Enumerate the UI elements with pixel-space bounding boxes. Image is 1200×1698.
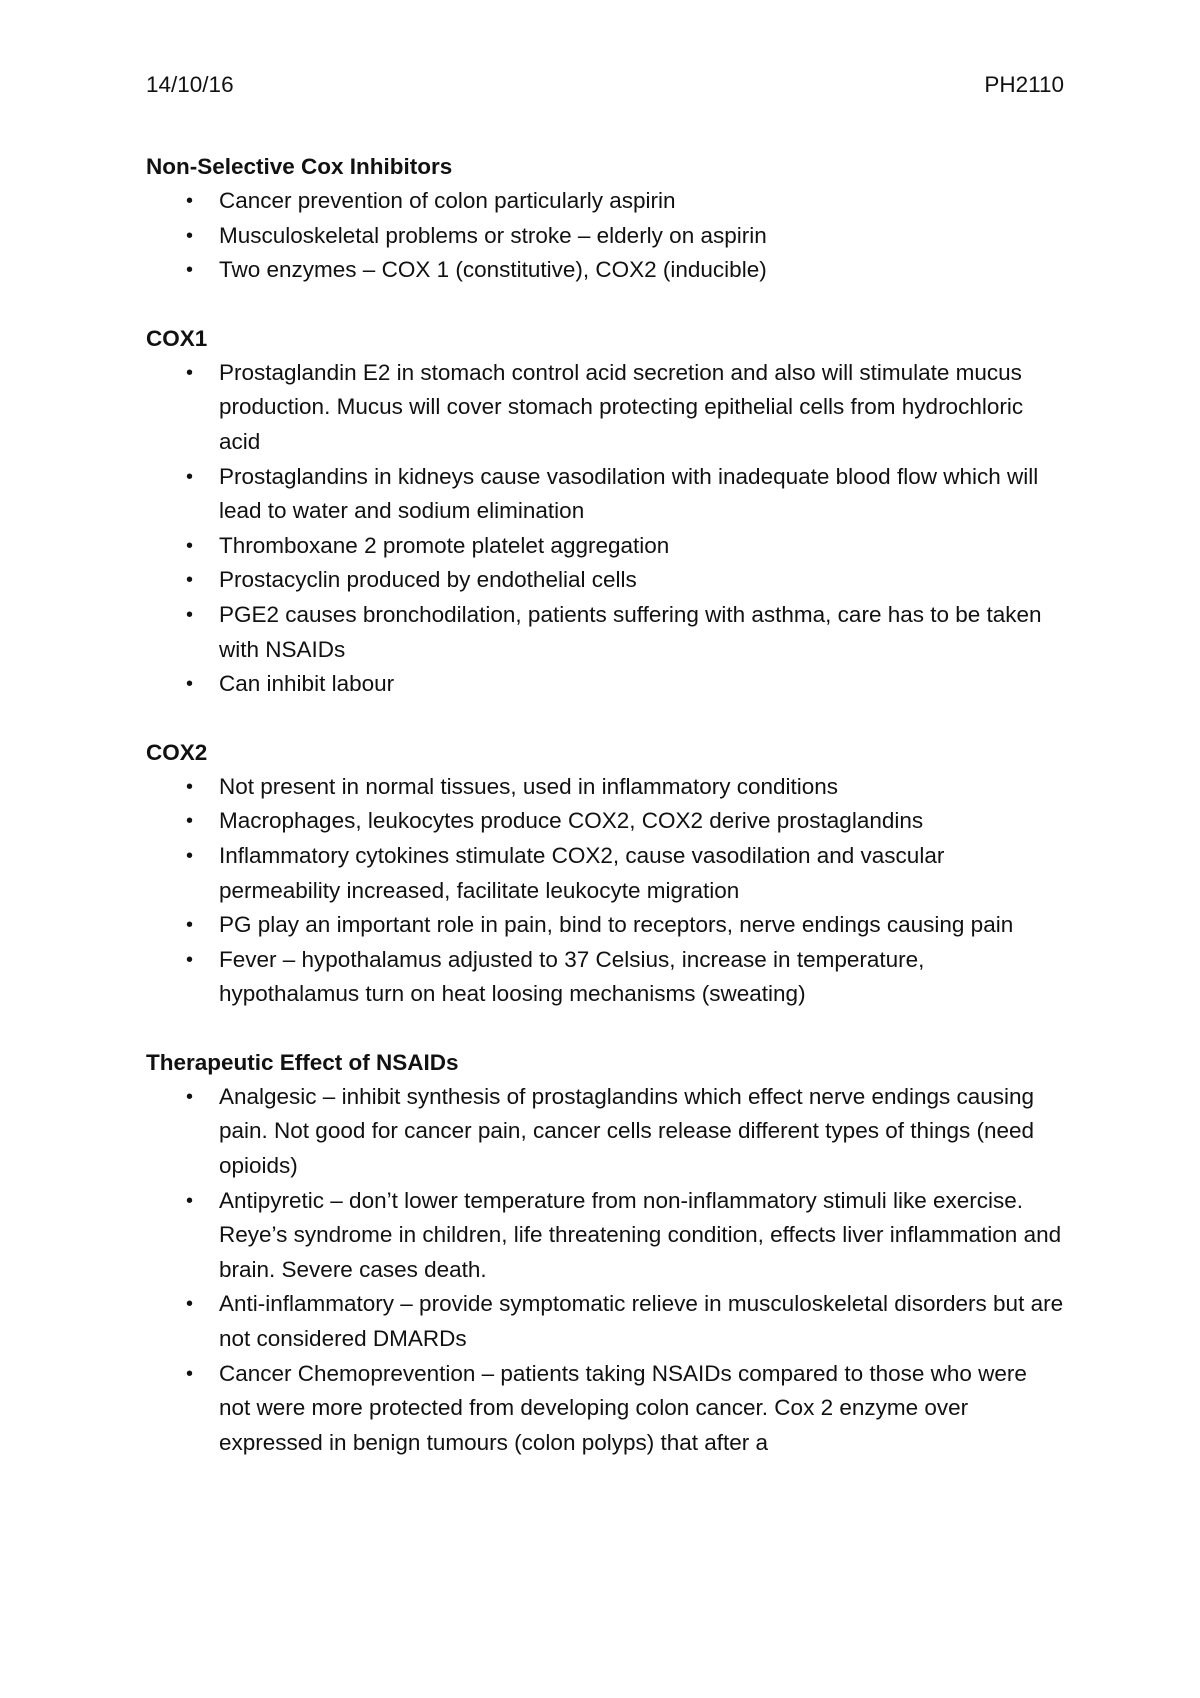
- list-item: • Macrophages, leukocytes produce COX2, COX2 derive prostaglandins: [146, 804, 1064, 839]
- list-item: • Cancer Chemoprevention – patients taking NSAIDs compared to those who were not were more protected from developing colon cancer. Cox 2 enzyme over expressed in benign tumours (colon polyps) that after a: [146, 1357, 1064, 1461]
- list-item: • Anti-inflammatory – provide symptomatic relieve in musculoskeletal disorders but are not considered DMARDs: [146, 1287, 1064, 1356]
- bullet-icon: •: [186, 810, 194, 833]
- section-cox1: [146, 322, 1064, 702]
- list-item: • Thromboxane 2 promote platelet aggregation: [146, 529, 1064, 564]
- list-item: • Antipyretic – don’t lower temperature from non-inflammatory stimuli like exercise. Reye’s syndrome in children, life threatening condition, effects liver inflammation and brain. Severe cases death.: [146, 1184, 1064, 1288]
- bullet-icon: •: [186, 775, 194, 798]
- bullet-icon: •: [186, 361, 194, 384]
- page-header: [146, 68, 1064, 102]
- bullet-icon: •: [186, 1362, 194, 1385]
- bullet-list: [146, 184, 1064, 288]
- bullet-icon: •: [186, 603, 194, 626]
- section-title: COX2: [146, 739, 208, 765]
- bullet-icon: •: [186, 465, 194, 488]
- list-item: • Prostaglandins in kidneys cause vasodilation with inadequate blood flow which will lead to water and sodium elimination: [146, 460, 1064, 529]
- list-item: • PG play an important role in pain, bind to receptors, nerve endings causing pain: [146, 908, 1064, 943]
- section-title: COX1: [146, 325, 208, 351]
- list-item: • PGE2 causes bronchodilation, patients suffering with asthma, care has to be taken with NSAIDs: [146, 598, 1064, 667]
- bullet-list: [146, 356, 1064, 702]
- section-cox2: [146, 736, 1064, 1012]
- list-item: • Two enzymes – COX 1 (constitutive), COX2 (inducible): [146, 253, 1064, 288]
- bullet-icon: •: [186, 914, 194, 937]
- list-item: • Cancer prevention of colon particularly aspirin: [146, 184, 1064, 219]
- header-date: 14/10/16: [146, 72, 234, 97]
- bullet-icon: •: [186, 259, 194, 282]
- list-item: • Analgesic – inhibit synthesis of prostaglandins which effect nerve endings causing pain. Not good for cancer pain, cancer cells release different types of things (need opioids): [146, 1080, 1064, 1184]
- section-non-selective-cox-inhibitors: [146, 150, 1064, 288]
- list-item: • Fever – hypothalamus adjusted to 37 Celsius, increase in temperature, hypothalamus turn on heat loosing mechanisms (sweating): [146, 943, 1064, 1012]
- bullet-icon: •: [186, 569, 194, 592]
- bullet-icon: •: [186, 844, 194, 867]
- list-item: • Musculoskeletal problems or stroke – elderly on aspirin: [146, 219, 1064, 254]
- list-item: • Prostaglandin E2 in stomach control acid secretion and also will stimulate mucus production. Mucus will cover stomach protecting epithelial cells from hydrochloric acid: [146, 356, 1064, 460]
- bullet-icon: •: [186, 1189, 194, 1212]
- section-title: Therapeutic Effect of NSAIDs: [146, 1049, 459, 1075]
- bullet-icon: •: [186, 224, 194, 247]
- bullet-icon: •: [186, 1085, 194, 1108]
- bullet-icon: •: [186, 190, 194, 212]
- document-page: [146, 68, 1064, 1494]
- list-item: • Prostacyclin produced by endothelial cells: [146, 563, 1064, 598]
- bullet-icon: •: [186, 948, 194, 971]
- section-therapeutic-effect-of-nsaids: [146, 1046, 1064, 1461]
- bullet-icon: •: [186, 1293, 194, 1316]
- bullet-icon: •: [186, 673, 194, 696]
- list-item: • Can inhibit labour: [146, 667, 1064, 702]
- list-item: • Not present in normal tissues, used in inflammatory conditions: [146, 770, 1064, 805]
- bullet-list: [146, 1080, 1064, 1461]
- header-course-code: PH2110: [984, 72, 1064, 97]
- section-title: Non-Selective Cox Inhibitors: [146, 154, 453, 179]
- list-item: • Inflammatory cytokines stimulate COX2, cause vasodilation and vascular permeability increased, facilitate leukocyte migration: [146, 839, 1064, 908]
- bullet-icon: •: [186, 534, 194, 557]
- bullet-list: [146, 770, 1064, 1012]
